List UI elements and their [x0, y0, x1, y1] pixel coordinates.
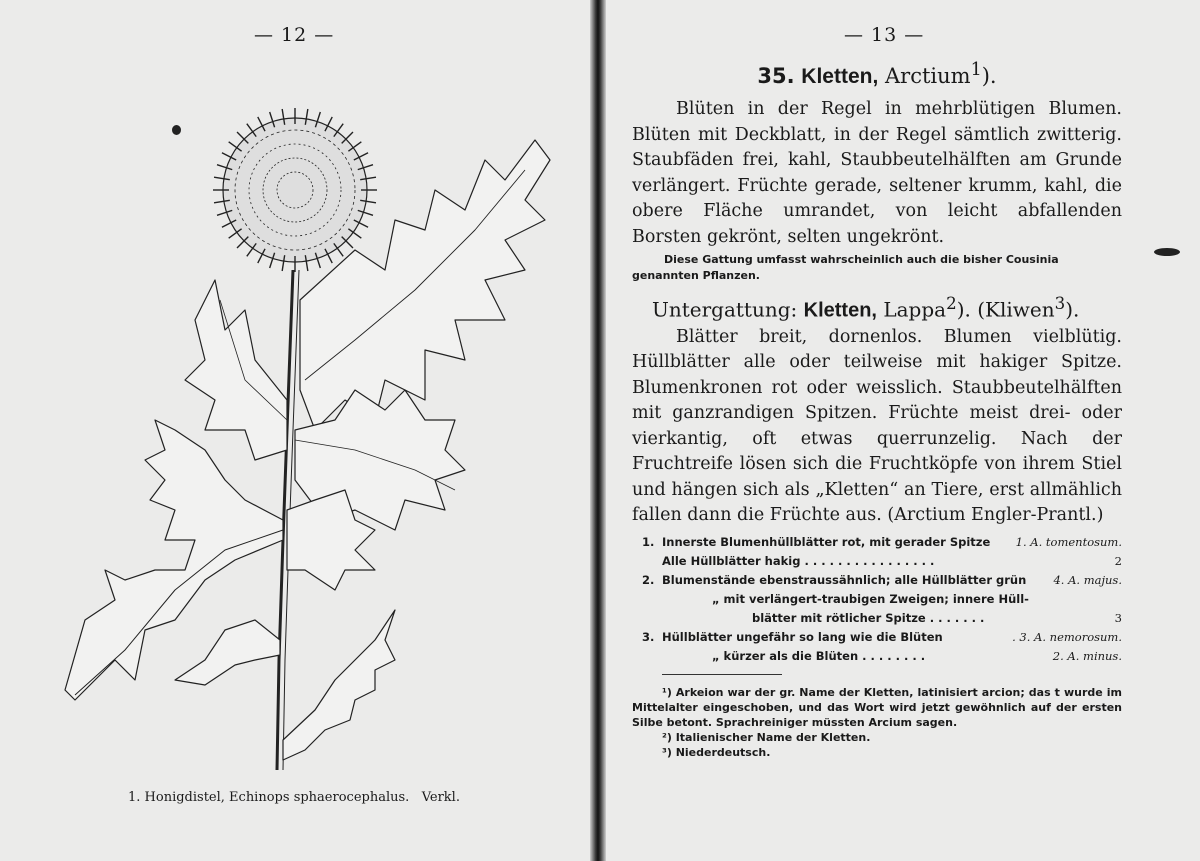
key-row [632, 554, 1122, 573]
subgenus-label: Untergattung: [652, 297, 798, 322]
footnote-ref: 2 [946, 294, 957, 313]
footnote-ref: 3 [1054, 294, 1066, 313]
key-text: Innerste Blumenhüllblätter rot, mit gerader Spitze [662, 534, 991, 549]
key-row [632, 630, 1122, 649]
key-number: 3. [642, 629, 655, 644]
genus-name: Kletten, [801, 65, 879, 88]
footnote-ref: 1 [970, 60, 982, 80]
footnote [632, 745, 1122, 760]
latin-name: Arctium [885, 64, 971, 88]
key-row [632, 611, 1122, 630]
key-text: Alle Hüllblätter hakig . . . . . . . . . . . . . . . . [662, 553, 935, 568]
key-number: 1. [642, 534, 655, 549]
key-text: „ mit verlängert-traubigen Zweigen; innere Hüll- [712, 591, 1029, 606]
footnote [632, 685, 1122, 730]
caption-text: 1. Honigdistel, Echinops [128, 790, 290, 805]
footnote-rule [662, 674, 782, 675]
key-result: 4. A. majus. [1053, 572, 1122, 587]
key-number: 2. [642, 572, 655, 587]
section-heading [632, 60, 1122, 89]
genus-description: Blüten in der Regel in mehrblütigen Blumen. Blüten mit Deckblatt, in der Regel sämtlich zwitterig. Staubfäden frei, kahl, Staubbeutelhälften am Grunde verlängert. Früchte gerade, seltener krumm, kahl, die obere Fläche umrandet, von leicht abfallenden Borsten gekrönt, selten ungekrönt. [632, 99, 1122, 247]
key-row [632, 573, 1122, 592]
caption-scale: Verkl. [421, 790, 460, 805]
footnote [632, 730, 1122, 745]
key-row [632, 649, 1122, 668]
key-result: . 3. A. nemorosum. [1012, 629, 1122, 644]
key-text: Blumenstände ebenstraussähnlich; alle Hüllblätter grün [662, 572, 1027, 587]
subgenus-name: Kletten, [803, 299, 877, 322]
key-row [632, 592, 1122, 611]
page-number-right: — 13 — [844, 24, 925, 46]
echinops-illustration [55, 100, 565, 780]
page-number-left: — 12 — [254, 24, 335, 46]
section-number: 35. [757, 64, 795, 88]
footnote-text: Arkeion war der gr. Name der Kletten, latinisiert arcion; das t wurde im Mittelalter eingeschoben, und das Wort wird jetzt gewöhnlich auf der ersten Silbe betont. Sprachreiniger müssten Arcium sagen. [632, 685, 1122, 729]
left-page [0, 0, 590, 861]
key-result: 2 [1114, 553, 1122, 568]
key-result: 1. A. tomentosum. [1015, 534, 1122, 549]
key-text: Hüllblätter ungefähr so lang wie die Blüten [662, 629, 943, 644]
subgenus-close: ). [1065, 297, 1080, 322]
body-text [632, 60, 1122, 760]
subgenus-latin: Lappa [883, 297, 947, 322]
key-row [632, 535, 1122, 554]
book-gutter [590, 0, 606, 861]
figure-caption [128, 790, 460, 805]
subgenus-description: Blätter breit, dornenlos. Blumen vielblütig. Hüllblätter alle oder teilweise mit hakiger Spitze. Blumenkronen rot oder weisslich. Staubbeutelhälften mit ganzrandigen Spitzen. Früchte meist drei- oder vierkantig, oft etwas querrunzelig. Nach der Fruchtreife lösen sich die Fruchtköpfe von ihrem Stiel und hängen sich als „Kletten“ an Tiere, erst allmählich fallen dann die Früchte aus. (Arctium Engler-Prantl.) [632, 326, 1122, 526]
key-result: 2. A. minus. [1052, 648, 1122, 663]
subgenus-local-name: ). (Kliwen [956, 297, 1055, 322]
right-page [606, 0, 1200, 861]
genus-note: Diese Gattung umfasst wahrscheinlich auch die bisher Cousinia genannten Pflanzen. [632, 253, 1059, 282]
subgenus-heading [652, 294, 1122, 323]
caption-species: sphaerocephalus. [293, 790, 410, 805]
key-text: „ kürzer als die Blüten . . . . . . . . [712, 648, 926, 663]
footnote-mark: ³) [662, 745, 676, 759]
heading-close: ). [981, 64, 997, 88]
ink-speck [1154, 248, 1180, 256]
footnotes [632, 685, 1122, 760]
identification-key [632, 535, 1122, 668]
flower-head [213, 108, 377, 272]
footnote-text: Niederdeutsch. [675, 745, 771, 759]
key-result: 3 [1114, 610, 1122, 625]
footnote-mark: ¹) [662, 685, 676, 699]
footnote-text: Italienischer Name der Kletten. [675, 730, 871, 744]
footnote-mark: ²) [662, 730, 676, 744]
key-text: blätter mit rötlicher Spitze . . . . . . . [752, 610, 985, 625]
